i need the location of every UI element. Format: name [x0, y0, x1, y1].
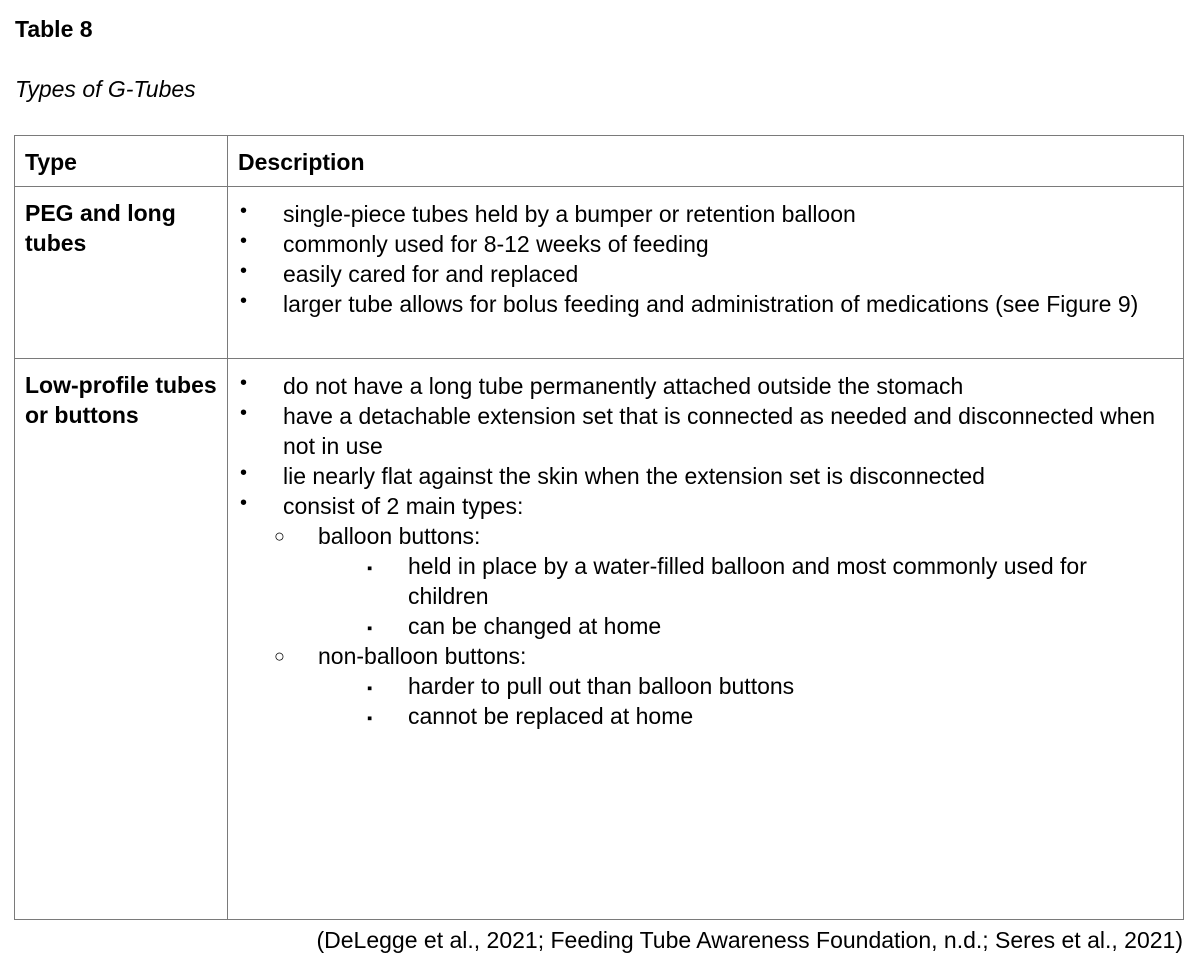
type-low-profile-buttons: Low-profile tubes or buttons	[25, 372, 217, 428]
list-item: • single-piece tubes held by a bumper or retention balloon	[228, 199, 1183, 229]
list-item: • consist of 2 main types: ○ balloon buttons: ▪ held in place by a water-filled balloon and most commonly used for children ▪ can be changed at home ○ non-balloon buttons: ▪ harder to pull out than balloon buttons ▪ cannot be replaced at home	[228, 491, 1183, 731]
bullet-icon: •	[240, 260, 248, 282]
square-bullet-icon: ▪	[367, 680, 373, 697]
g-tubes-table	[14, 135, 1184, 920]
list-item: • larger tube allows for bolus feeding and administration of medications (see Figure 9)	[228, 289, 1183, 319]
bullet-icon: •	[240, 200, 248, 222]
type-cell	[15, 359, 228, 920]
list-item: ▪ cannot be replaced at home	[228, 701, 1169, 731]
header-description: Description	[228, 136, 1184, 187]
list-item: ▪ held in place by a water-filled balloon and most commonly used for children	[367, 553, 1087, 609]
bullet-icon: •	[240, 230, 248, 252]
subtype-item-balloon: ○ balloon buttons: ▪ held in place by a water-filled balloon and most commonly used for children ▪ can be changed at home	[228, 521, 1169, 641]
table-label: Table 8	[15, 16, 93, 42]
square-bullet-icon: ▪	[367, 710, 373, 727]
list-item: • lie nearly flat against the skin when the extension set is disconnected	[228, 461, 1183, 491]
square-bullet-icon: ▪	[367, 560, 373, 577]
list-item: • easily cared for and replaced	[228, 259, 1183, 289]
bullet-icon: •	[240, 462, 248, 484]
bullet-icon: •	[240, 492, 248, 514]
table-row	[15, 187, 1184, 359]
description-cell	[228, 359, 1184, 920]
bullet-icon: •	[240, 290, 248, 312]
list-item: • commonly used for 8-12 weeks of feeding	[228, 229, 1183, 259]
list-item: ▪ can be changed at home	[228, 611, 1169, 641]
list-item: ▪ harder to pull out than balloon buttons	[228, 671, 1169, 701]
table-row	[15, 359, 1184, 920]
bullet-icon: •	[240, 372, 248, 394]
table-title: Types of G-Tubes	[15, 76, 196, 102]
list-item: • do not have a long tube permanently attached outside the stomach	[228, 371, 1183, 401]
table-header-row	[15, 136, 1184, 187]
citation: (DeLegge et al., 2021; Feeding Tube Awareness Foundation, n.d.; Seres et al., 2021)	[316, 927, 1183, 953]
bullet-icon: •	[240, 402, 248, 424]
header-type: Type	[15, 136, 228, 187]
circle-bullet-icon: ○	[274, 646, 285, 666]
type-peg-long-tubes: PEG and long tubes	[25, 200, 176, 256]
circle-bullet-icon: ○	[274, 526, 285, 546]
list-item: • have a detachable extension set that is connected as needed and disconnected when not in use	[228, 401, 1183, 461]
square-bullet-icon: ▪	[367, 620, 373, 637]
description-cell	[228, 187, 1184, 359]
type-cell	[15, 187, 228, 359]
subtype-item-non-balloon: ○ non-balloon buttons: ▪ harder to pull out than balloon buttons ▪ cannot be replaced at home	[228, 641, 1169, 731]
